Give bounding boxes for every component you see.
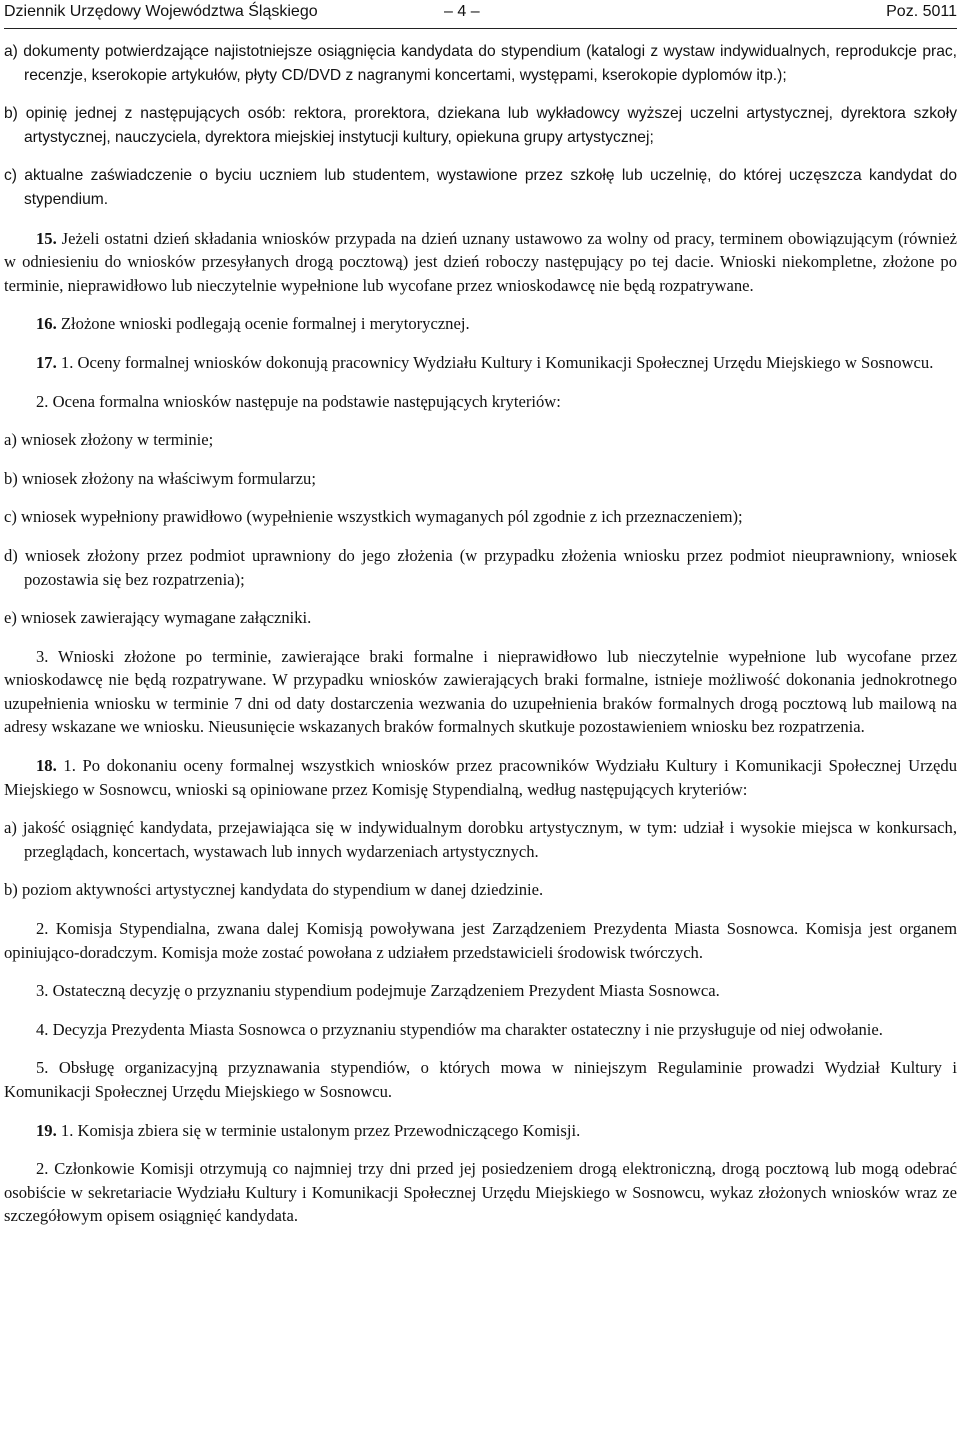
paragraph-18-3: 3. Ostateczną decyzję o przyznaniu stypendium podejmuje Zarządzeniem Prezydent Miasta Sosnowca. bbox=[36, 981, 720, 1001]
paragraph-19-number: 19. bbox=[36, 1120, 57, 1140]
paragraph-16-text: Złożone wnioski podlegają ocenie formalnej i merytorycznej. bbox=[56, 314, 470, 334]
journal-title: Dziennik Urzędowy Województwa Śląskiego bbox=[4, 3, 318, 20]
paragraph-16 bbox=[4, 312, 957, 336]
paragraph-17-number: 17. bbox=[36, 352, 57, 372]
formal-criterion-c: c) wniosek wypełniony prawidłowo (wypełnienie wszystkich wymaganych pól zgodnie z ich przeznaczeniem); bbox=[4, 507, 743, 527]
paragraph-16-number: 16. bbox=[36, 314, 57, 334]
paragraph-18-1-text: 1. Po dokonaniu oceny formalnej wszystkich wniosków przez pracowników Wydziału Kultury i Komunikacji Społecznej Urzędu Miejskiego w Sosnowcu, wnioski są opiniowane przez Komisję Stypendialną, według następujących kryteriów: bbox=[4, 756, 957, 799]
paragraph-18-5: 5. Obsługę organizacyjną przyznawania stypendiów, o których mowa w niniejszym Regulaminie prowadzi Wydział Kultury i Komunikacji Społecznej Urzędu Miejskiego w Sosnowcu. bbox=[4, 1058, 957, 1101]
paragraph-18-1 bbox=[4, 754, 957, 801]
merit-criterion-a: a) jakość osiągnięć kandydata, przejawiająca się w indywidualnym dorobku artystycznym, w tym: udział i wysokie miejsca w konkursach, przeglądach, koncertach, wystawach lub innych wydarzeniach artystycznych. bbox=[4, 818, 957, 861]
attachment-item-c: c) aktualne zaświadczenie o byciu uczniem lub studentem, wystawione przez szkołę lub uczelnię, do której uczęszcza kandydat do stypendium. bbox=[4, 167, 957, 208]
paragraph-19-1 bbox=[4, 1119, 957, 1143]
attachment-item-a: a) dokumenty potwierdzające najistotniejsze osiągnięcia kandydata do stypendium (katalogi z wystaw indywidualnych, reprodukcje prac, recenzje, kserokopie artykułów, płyty CD/DVD z nagranymi koncertami, występami, kserokopie dyplomów itp.); bbox=[4, 43, 957, 84]
formal-criterion-b: b) wniosek złożony na właściwym formularzu; bbox=[4, 468, 316, 488]
paragraph-18-2: 2. Komisja Stypendialna, zwana dalej Komisją powoływana jest Zarządzeniem Prezydenta Miasta Sosnowca. Komisja jest organem opiniująco-doradczym. Komisja może zostać powołana z udziałem przedstawicieli środowisk twórczych. bbox=[4, 919, 957, 962]
paragraph-17-2: 2. Ocena formalna wniosków następuje na podstawie następujących kryteriów: bbox=[36, 391, 561, 411]
paragraph-15-text: Jeżeli ostatni dzień składania wniosków przypada na dzień uznany ustawowo za wolny od pracy, terminem obowiązującym (również w odniesieniu do wniosków przesyłanych drogą pocztową) jest dzień roboczy następujący po tej dacie. Wnioski niekompletne, złożone po terminie, nieprawidłowo lub nieczytelnie wypełnione lub wycofane przez wnioskodawcę nie będą rozpatrywane. bbox=[4, 228, 957, 295]
attachment-item-b: b) opinię jednej z następujących osób: rektora, prorektora, dziekana lub wykładowcy wyższej uczelni artystycznej, dyrektora szkoły artystycznej, nauczyciela, dyrektora miejskiej instytucji kultury, opiekuna grupy artystycznej; bbox=[4, 105, 957, 146]
formal-criterion-d: d) wniosek złożony przez podmiot uprawniony do jego złożenia (w przypadku złożenia wniosku przez podmiot nieuprawniony, wniosek pozostawia się bez rozpatrzenia); bbox=[4, 545, 957, 589]
paragraph-15 bbox=[4, 227, 957, 298]
paragraph-18-number: 18. bbox=[36, 756, 57, 776]
formal-criterion-e: e) wniosek zawierający wymagane załączniki. bbox=[4, 608, 312, 628]
paragraph-18-4: 4. Decyzja Prezydenta Miasta Sosnowca o przyznaniu stypendiów ma charakter ostateczny i nie przysługuje od niej odwołanie. bbox=[36, 1019, 883, 1039]
paragraph-15-number: 15. bbox=[36, 228, 57, 248]
document-body bbox=[4, 40, 957, 1228]
merit-criterion-b: b) poziom aktywności artystycznej kandydata do stypendium w danej dziedzinie. bbox=[4, 880, 544, 900]
formal-criterion-a: a) wniosek złożony w terminie; bbox=[4, 430, 214, 450]
document-page bbox=[4, 0, 957, 1228]
paragraph-19-2: 2. Członkowie Komisji otrzymują co najmniej trzy dni przed jej posiedzeniem drogą elektroniczną, drogą pocztową lub mogą odebrać osobiście w sekretariacie Wydziału Kultury i Komunikacji Społecznej Urzędu Miejskiego w Sosnowcu, wykaz złożonych wniosków wraz ze szczegółowym opisem osiągnięć kandydata. bbox=[4, 1159, 957, 1226]
paragraph-17-3: 3. Wnioski złożone po terminie, zawierające braki formalne i nieprawidłowo lub nieczytelnie wypełnione lub wycofane przez wnioskodawcę nie będą rozpatrywane. W przypadku wniosków zawierających braki formalne, istnieje możliwość dokonania jednokrotnego uzupełnienia wniosku w terminie 7 dni od daty dostarczenia wezwania do uzupełnienia braków formalnych drogą pocztową lub mailową na adresy wskazane we wniosku. Nieusunięcie wskazanych braków formalnych skutkuje pozostawieniem wniosku bez rozpatrzenia. bbox=[4, 646, 957, 737]
page-number: – 4 – bbox=[444, 3, 480, 20]
paragraph-17-1-text: 1. Oceny formalnej wniosków dokonują pracownicy Wydziału Kultury i Komunikacji Społecznej Urzędu Miejskiego w Sosnowcu. bbox=[56, 352, 934, 372]
paragraph-19-1-text: 1. Komisja zbiera się w terminie ustalonym przez Przewodniczącego Komisji. bbox=[56, 1120, 581, 1140]
position-number: Poz. 5011 bbox=[886, 3, 957, 20]
page-header bbox=[4, 0, 957, 29]
paragraph-17-1 bbox=[4, 351, 957, 375]
